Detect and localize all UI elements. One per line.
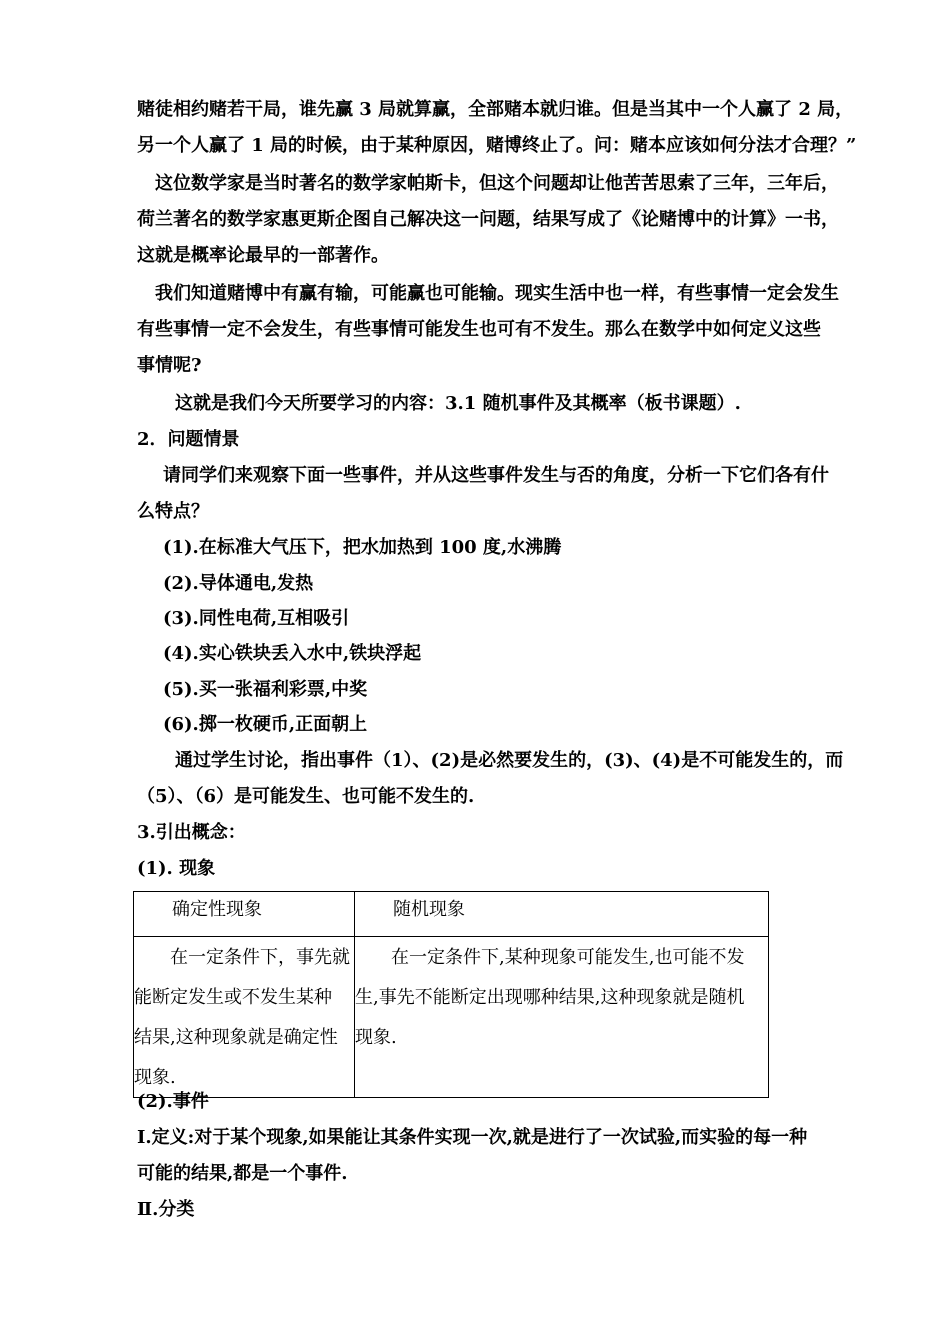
phenomena-table: [133, 891, 769, 1098]
table-cell: [134, 937, 355, 1098]
cell-line: 现象.: [355, 1027, 397, 1048]
table-header-row: [134, 892, 769, 937]
cell-line: 现象.: [134, 1067, 176, 1088]
list-item: (4).实心铁块丢入水中,铁块浮起: [163, 643, 422, 664]
subsection-heading: (2).事件: [137, 1091, 209, 1112]
cell-line: 在一定条件下，事先就: [134, 947, 350, 968]
table-header-cell: [134, 892, 355, 937]
paragraph-line: 么特点？: [137, 501, 209, 522]
table-row: [134, 937, 769, 1098]
list-item: (5).买一张福利彩票,中奖: [163, 679, 368, 700]
paragraph-line: 这位数学家是当时著名的数学家帕斯卡，但这个问题却让他苦苦思索了三年，三年后，: [155, 173, 839, 194]
list-item: (2).导体通电,发热: [163, 573, 314, 594]
cell-line: 结果,这种现象就是确定性: [134, 1027, 338, 1048]
cell-line: 生,事先不能断定出现哪种结果,这种现象就是随机: [355, 987, 745, 1008]
paragraph-line: 这就是概率论最早的一部著作。: [137, 245, 389, 266]
paragraph-line: 事情呢?: [137, 355, 202, 376]
paragraph-line: 通过学生讨论，指出事件（1）、(2)是必然要发生的，(3)、(4)是不可能发生的，而: [175, 750, 844, 771]
table-header-deterministic: 确定性现象: [172, 899, 262, 920]
paragraph-line: Ⅱ.分类: [137, 1199, 195, 1220]
paragraph-line: 这就是我们今天所要学习的内容：3.1 随机事件及其概率（板书课题）.: [175, 393, 741, 414]
list-item: (1).在标准大气压下，把水加热到 100 度,水沸腾: [163, 537, 562, 558]
cell-line: 能断定发生或不发生某种: [134, 987, 332, 1008]
list-item: (3).同性电荷,互相吸引: [163, 608, 350, 629]
table-header-random: 随机现象: [393, 899, 465, 920]
section-heading: 3.引出概念：: [137, 822, 246, 843]
cell-line: 在一定条件下,某种现象可能发生,也可能不发: [355, 947, 745, 968]
paragraph-line: 荷兰著名的数学家惠更斯企图自己解决这一问题，结果写成了《论赌博中的计算》一书，: [137, 209, 839, 230]
paragraph-line: 有些事情一定不会发生，有些事情可能发生也可有不发生。那么在数学中如何定义这些: [137, 319, 821, 340]
list-item: (6).掷一枚硬币,正面朝上: [163, 714, 368, 735]
section-heading: 2．问题情景: [137, 429, 240, 450]
table-cell: [355, 937, 769, 1098]
paragraph-line: 请同学们来观察下面一些事件，并从这些事件发生与否的角度，分析一下它们各有什: [163, 465, 829, 486]
paragraph-line: Ⅰ.定义:对于某个现象,如果能让其条件实现一次,就是进行了一次试验,而实验的每一种: [137, 1127, 808, 1148]
paragraph-line: 赌徒相约赌若干局，谁先赢 3 局就算赢，全部赌本就归谁。但是当其中一个人赢了 2 局，: [137, 99, 854, 120]
table-header-cell: [355, 892, 769, 937]
paragraph-line: 另一个人赢了 1 局的时候，由于某种原因，赌博终止了。问：赌本应该如何分法才合理？”: [137, 135, 857, 156]
paragraph-line: （5）、（6）是可能发生、也可能不发生的.: [137, 786, 475, 807]
subsection-heading: (1). 现象: [137, 858, 216, 879]
paragraph-line: 可能的结果,都是一个事件.: [137, 1163, 348, 1184]
paragraph-line: 我们知道赌博中有赢有输，可能赢也可能输。现实生活中也一样，有些事情一定会发生: [155, 283, 839, 304]
